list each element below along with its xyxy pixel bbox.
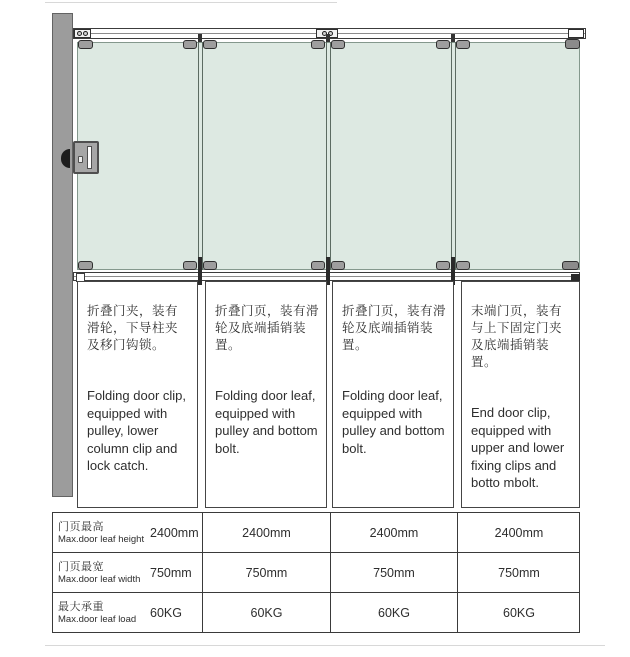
description-chinese: 折叠门页，装有滑轮及底端插销装置。 xyxy=(342,304,447,352)
spec-label xyxy=(58,561,150,585)
spec-label xyxy=(58,601,150,625)
spec-label-english: Max.door leaf width xyxy=(58,573,141,585)
description-english: End door clip, equipped with upper and lower fixing clips and botto mbolt. xyxy=(471,405,565,490)
spec-value: 750mm xyxy=(150,565,192,580)
description-english: Folding door leaf, equipped with pulley and bottom bolt. xyxy=(215,388,318,456)
spec-row-max-load xyxy=(53,592,579,632)
door-elevation-drawing xyxy=(0,0,630,281)
spec-value-cell xyxy=(457,553,580,592)
description-box-door-3 xyxy=(332,281,454,508)
image-top-edge-line xyxy=(45,2,337,3)
roller-carriage-icon xyxy=(74,29,91,38)
description-chinese: 折叠门夹，装有滑轮，下导柱夹及移门钩锁。 xyxy=(87,304,179,352)
image-bottom-edge-line xyxy=(45,645,605,646)
spec-label-cell xyxy=(53,593,202,632)
door-clip-icon xyxy=(331,40,345,49)
spec-value-cell xyxy=(457,593,580,632)
door-clip-icon xyxy=(331,261,345,270)
spec-value: 2400mm xyxy=(369,525,419,540)
spec-label-cell xyxy=(53,513,202,552)
spec-value: 2400mm xyxy=(494,525,544,540)
spec-value-cell xyxy=(330,553,457,592)
spec-value: 60KG xyxy=(150,605,182,620)
lock-keyhole-icon xyxy=(78,156,83,163)
spec-label-cell xyxy=(53,553,202,592)
spec-label-chinese: 门页最宽 xyxy=(58,560,104,573)
description-english: Folding door clip, equipped with pulley, lower column clip and lock catch. xyxy=(87,388,186,473)
spec-value-cell xyxy=(330,593,457,632)
spec-value: 750mm xyxy=(373,565,415,580)
description-box-door-2 xyxy=(205,281,327,508)
spec-table xyxy=(52,512,580,633)
panel-hinge-joint-line xyxy=(326,42,331,270)
door-clip-icon xyxy=(203,40,217,49)
wall-column xyxy=(52,13,73,497)
spec-label-english: Max.door leaf load xyxy=(58,613,137,625)
panel-hinge-joint-line xyxy=(198,42,203,270)
description-english: Folding door leaf, equipped with pulley and bottom bolt. xyxy=(342,388,445,456)
door-clip-icon xyxy=(456,40,470,49)
lock-plate-icon xyxy=(73,141,99,174)
top-pivot-pin-icon xyxy=(326,34,330,42)
door-clip-icon xyxy=(562,261,579,270)
spec-value: 60KG xyxy=(250,605,283,620)
spec-value: 60KG xyxy=(378,605,410,620)
spec-label-english: Max.door leaf height xyxy=(58,533,145,545)
corner-fixing-clip-icon xyxy=(565,39,580,49)
spec-value-cell xyxy=(202,553,330,592)
track-end-cap xyxy=(568,29,584,38)
door-clip-icon xyxy=(311,261,325,270)
top-pivot-pin-icon xyxy=(198,34,202,42)
spec-value-cell xyxy=(457,513,580,552)
lock-slot-icon xyxy=(87,146,92,169)
door-clip-icon xyxy=(436,261,450,270)
description-chinese: 折叠门页，装有滑轮及底端插销装置。 xyxy=(215,304,320,352)
door-clip-icon xyxy=(183,40,197,49)
spec-label-chinese: 门页最高 xyxy=(58,520,104,533)
door-clip-icon xyxy=(436,40,450,49)
end-bottom-bolt-icon xyxy=(571,274,580,281)
door-clip-icon xyxy=(78,40,93,49)
door-clip-icon xyxy=(203,261,217,270)
spec-value: 750mm xyxy=(245,565,288,580)
spec-row-max-height xyxy=(53,513,579,552)
top-pivot-pin-icon xyxy=(451,34,455,42)
description-box-door-4 xyxy=(461,281,580,508)
roller-wheel-icon xyxy=(83,31,88,36)
spec-value-cell xyxy=(202,513,330,552)
description-chinese: 末端门页，装有与上下固定门夹及底端插销装置。 xyxy=(471,304,563,369)
spec-value: 60KG xyxy=(503,605,535,620)
spec-value-cell xyxy=(202,593,330,632)
spec-value-cell xyxy=(330,513,457,552)
door-clip-icon xyxy=(78,261,93,270)
roller-wheel-icon xyxy=(77,31,82,36)
spec-row-max-width xyxy=(53,552,579,592)
spec-label xyxy=(58,521,150,545)
spec-label-chinese: 最大承重 xyxy=(58,600,104,613)
door-clip-icon xyxy=(183,261,197,270)
door-clip-icon xyxy=(311,40,325,49)
spec-value: 2400mm xyxy=(150,525,199,540)
door-clip-icon xyxy=(456,261,470,270)
spec-value: 2400mm xyxy=(242,525,291,540)
bottom-bolt-icon xyxy=(198,257,202,285)
description-box-door-1 xyxy=(77,281,198,508)
panel-hinge-joint-line xyxy=(451,42,456,270)
spec-value: 750mm xyxy=(498,565,540,580)
